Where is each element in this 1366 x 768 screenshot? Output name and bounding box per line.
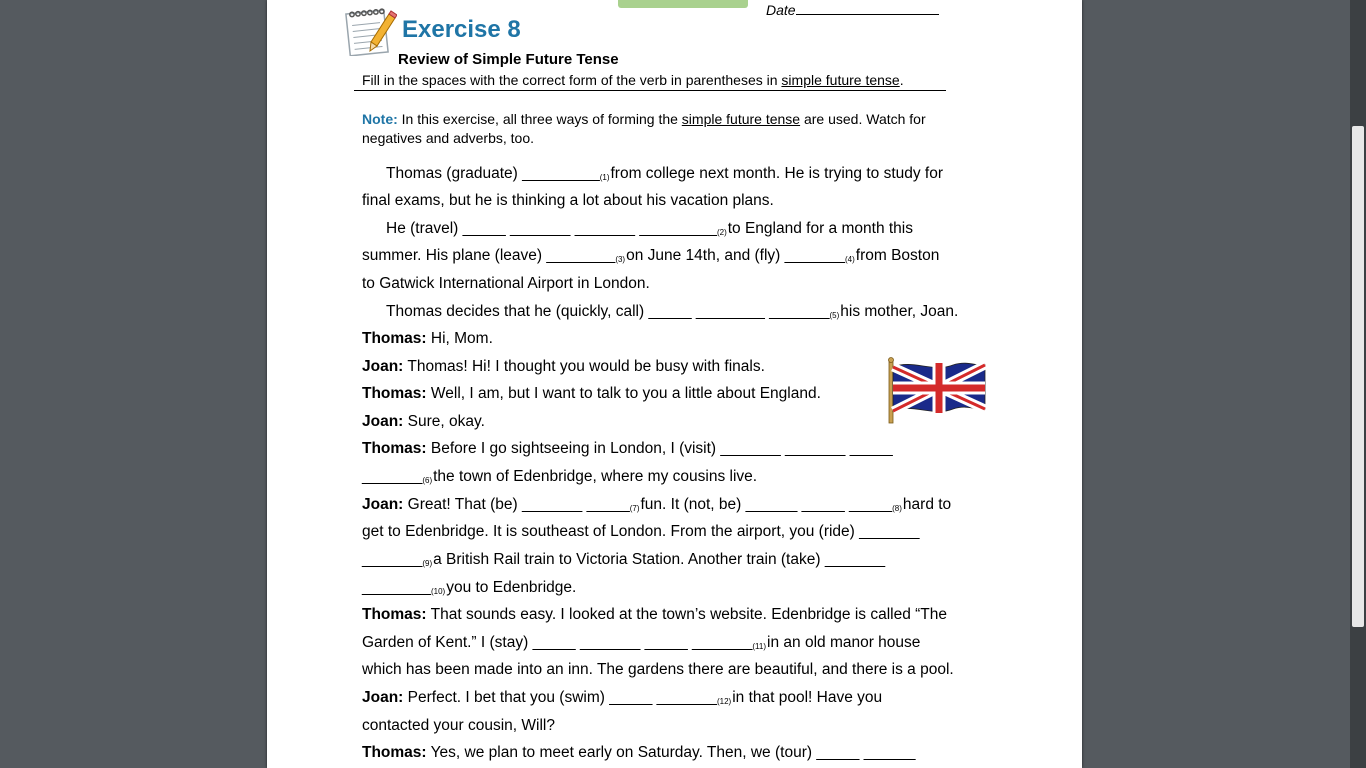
- exercise-line: [362, 495, 951, 515]
- note-box: [362, 110, 1002, 148]
- header-tab: [618, 0, 748, 8]
- note-label: Note:: [362, 111, 398, 127]
- line-text: on June 14th, and (fly) _______: [626, 247, 845, 264]
- line-text: Yes, we plan to meet early on Saturday. Then, we (tour) _____ ______: [426, 744, 916, 761]
- line-text: Garden of Kent.” I (stay) _____ _______ _____ _______: [362, 634, 753, 651]
- line-text: to Gatwick International Airport in London.: [362, 275, 650, 292]
- line-text: Before I go sightseeing in London, I (visit) _______ _______ _____: [426, 440, 893, 457]
- exercise-line: [362, 357, 765, 377]
- line-text: Thomas (graduate) _________: [386, 165, 600, 182]
- exercise-line: [362, 412, 485, 432]
- blank-number: (12): [716, 697, 732, 706]
- instructions-link-text: simple future tense: [781, 72, 900, 88]
- speaker-label: Joan:: [362, 358, 404, 375]
- exercise-line: [362, 467, 757, 487]
- line-text: from college next month. He is trying to study for: [610, 165, 944, 182]
- line-text: you to Edenbridge.: [446, 579, 577, 596]
- exercise-line: [362, 716, 555, 736]
- exercise-line: [386, 219, 913, 239]
- speaker-label: Thomas:: [362, 744, 427, 761]
- blank-number: (3): [615, 255, 626, 264]
- blank-number: (10): [430, 587, 446, 596]
- exercise-line: [362, 384, 821, 404]
- exercise-line: [386, 302, 958, 322]
- exercise-line: [362, 439, 893, 459]
- blank-number: (7): [629, 504, 640, 513]
- divider-line: [354, 90, 946, 91]
- exercise-line: [362, 329, 493, 349]
- worksheet-page: [267, 0, 1082, 768]
- instructions: [362, 72, 904, 88]
- line-text: Hi, Mom.: [426, 330, 493, 347]
- exercise-line: [362, 191, 774, 211]
- line-text: Thomas decides that he (quickly, call) _____ ________ _______: [386, 303, 830, 320]
- line-text: in that pool! Have you: [732, 689, 883, 706]
- line-text: summer. His plane (leave) ________: [362, 247, 616, 264]
- line-text: Perfect. I bet that you (swim) _____ _______: [403, 689, 717, 706]
- line-text: Great! That (be) _______ _____: [403, 496, 630, 513]
- blank-number: (9): [422, 559, 433, 568]
- line-text: That sounds easy. I looked at the town’s website. Edenbridge is called “The: [426, 606, 948, 623]
- exercise-line: [362, 550, 885, 570]
- exercise-line: [362, 688, 882, 708]
- exercise-line: [362, 743, 915, 763]
- notepad-pencil-icon: [345, 4, 397, 56]
- exercise-line: [362, 522, 919, 542]
- blank-number: (2): [716, 228, 727, 237]
- note-link-text: simple future tense: [681, 111, 801, 127]
- line-text: _______: [362, 551, 423, 568]
- line-text: final exams, but he is thinking a lot about his vacation plans.: [362, 192, 774, 209]
- exercise-line: [362, 274, 650, 294]
- exercise-line: [386, 164, 943, 184]
- note-line-2: negatives and adverbs, too.: [362, 130, 535, 146]
- line-text: his mother, Joan.: [840, 303, 959, 320]
- vertical-scrollbar[interactable]: [1350, 0, 1366, 768]
- date-field: [766, 2, 939, 18]
- speaker-label: Thomas:: [362, 440, 427, 457]
- line-text: from Boston: [855, 247, 940, 264]
- line-text: _______: [362, 468, 423, 485]
- blank-number: (4): [844, 255, 855, 264]
- line-text: which has been made into an inn. The gardens there are beautiful, and there is a pool.: [362, 661, 954, 678]
- page-subtitle: Review of Simple Future Tense: [398, 51, 619, 68]
- line-text: Sure, okay.: [403, 413, 485, 430]
- exercise-line: [362, 633, 920, 653]
- line-text: the town of Edenbridge, where my cousins live.: [433, 468, 758, 485]
- exercise-line: [362, 246, 939, 266]
- uk-flag-icon: [887, 357, 987, 425]
- line-text: in an old manor house: [767, 634, 921, 651]
- line-text: Thomas! Hi! I thought you would be busy with finals.: [403, 358, 765, 375]
- line-text: hard to: [902, 496, 952, 513]
- line-text: get to Edenbridge. It is southeast of London. From the airport, you (ride) _______: [362, 523, 920, 540]
- instructions-end: .: [899, 72, 904, 88]
- date-label: Date: [766, 2, 796, 18]
- page-title: Exercise 8: [402, 16, 521, 43]
- note-text-end: are used. Watch for: [800, 111, 926, 127]
- line-text: fun. It (not, be) ______ _____ _____: [640, 496, 893, 513]
- blank-number: (8): [892, 504, 902, 513]
- blank-number: (11): [752, 642, 767, 651]
- speaker-label: Thomas:: [362, 330, 427, 347]
- blank-number: (1): [599, 173, 610, 182]
- line-text: ________: [362, 579, 431, 596]
- date-blank-line: [796, 2, 939, 15]
- speaker-label: Joan:: [362, 689, 404, 706]
- exercise-line: [362, 578, 576, 598]
- blank-number: (6): [422, 476, 433, 485]
- exercise-line: [362, 605, 947, 625]
- line-text: Well, I am, but I want to talk to you a little about England.: [426, 385, 821, 402]
- speaker-label: Joan:: [362, 413, 404, 430]
- scrollbar-thumb[interactable]: [1352, 126, 1364, 627]
- speaker-label: Thomas:: [362, 385, 427, 402]
- line-text: He (travel) _____ _______ _______ _________: [386, 220, 717, 237]
- line-text: contacted your cousin, Will?: [362, 717, 555, 734]
- exercise-line: [362, 660, 954, 680]
- line-text: a British Rail train to Victoria Station. Another train (take) _______: [433, 551, 886, 568]
- blank-number: (5): [829, 311, 840, 320]
- note-text: In this exercise, all three ways of forming the: [397, 111, 682, 127]
- speaker-label: Thomas:: [362, 606, 427, 623]
- line-text: to England for a month this: [727, 220, 913, 237]
- speaker-label: Joan:: [362, 496, 404, 513]
- instructions-text: Fill in the spaces with the correct form of the verb in parentheses in: [362, 72, 782, 88]
